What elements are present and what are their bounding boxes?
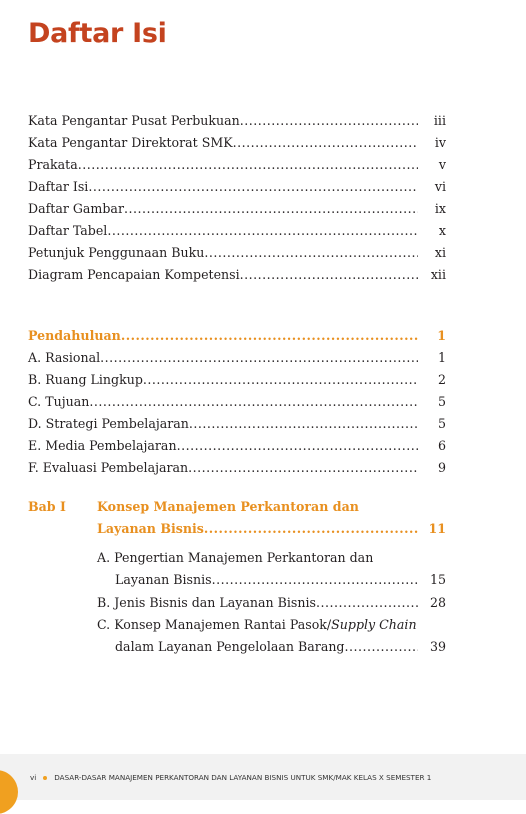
leader-dots [143,371,418,389]
leader-dots [240,112,418,130]
toc-entry-label: Petunjuk Penggunaan Buku [28,245,205,260]
leader-dots [189,415,418,433]
leader-dots [124,200,418,218]
toc-entry-label: Layanan Bisnis [115,572,212,587]
footer-text-line [30,773,431,782]
toc-entry-page: 2 [437,372,446,387]
toc-entry-label: C. Tujuan [28,394,90,409]
leader-dots [107,222,418,240]
toc-entry-label: B. Ruang Lingkup [28,372,143,387]
toc-entry-page: 5 [437,394,446,409]
toc-entry-label: Kata Pengantar Direktorat SMK [28,135,233,150]
toc-entry-label: Daftar Tabel [28,223,108,238]
toc-entry[interactable] [28,200,446,218]
toc-entry-page: 1 [437,350,446,365]
toc-entry-label: Daftar Isi [28,179,89,194]
leader-dots [233,134,418,152]
footer-bullet-icon [43,776,47,780]
toc-entry[interactable] [28,156,446,174]
leader-dots [88,178,418,196]
toc-entry-label: C. Konsep Manajemen Rantai Pasok/ [97,617,332,632]
leader-dots [212,571,418,589]
toc-entry-label: Kata Pengantar Pusat Perbukuan [28,113,240,128]
toc-entry[interactable] [28,437,446,455]
chapter-title-line1[interactable]: Konsep Manajemen Perkantoran dan [97,499,359,514]
toc-entry-page: ix [434,201,446,216]
toc-entry-page: 1 [437,328,446,343]
leader-dots [188,459,418,477]
toc-entry-page: xi [434,245,446,260]
toc-entry[interactable] [28,393,446,411]
toc-entry-page: 6 [437,438,446,453]
toc-entry-page: 28 [429,595,446,610]
toc-entry[interactable] [28,178,446,196]
chapter-title-line2[interactable] [97,520,446,538]
toc-entry-page: v [438,157,446,172]
toc-entry-label: Pendahuluan [28,328,121,343]
toc-entry-label: F. Evaluasi Pembelajaran [28,460,189,475]
leader-dots [240,266,418,284]
leader-dots [89,393,418,411]
toc-entry-label: D. Strategi Pembelajaran [28,416,189,431]
toc-entry-page: iii [433,113,446,128]
toc-entry[interactable] [28,371,446,389]
toc-entry-page: 11 [428,521,446,536]
toc-entry-page: vi [434,179,446,194]
leader-dots [204,520,418,538]
toc-entry-label: A. Rasional [28,350,101,365]
toc-entry-page: 5 [437,416,446,431]
toc-entry[interactable] [28,134,446,152]
leader-dots [316,594,418,612]
toc-entry[interactable] [28,415,446,433]
toc-entry-label: Diagram Pencapaian Kompetensi [28,267,240,282]
toc-entry[interactable] [115,571,446,589]
leader-dots [100,349,418,367]
leader-dots [345,638,419,656]
toc-entry-page: 15 [429,572,446,587]
toc-entry-page: 39 [429,639,446,654]
toc-entry[interactable] [28,266,446,284]
chapter-number: Bab I [28,499,66,514]
toc-section-heading[interactable] [28,327,446,345]
toc-entry-label: E. Media Pembelajaran [28,438,177,453]
toc-entry-page: 9 [437,460,446,475]
page-title: Daftar Isi [28,18,167,49]
toc-entry-line1[interactable]: A. Pengertian Manajemen Perkantoran dan [97,550,374,565]
page-footer [0,754,526,800]
toc-entry-label: Daftar Gambar [28,201,124,216]
toc-entry[interactable] [28,244,446,262]
footer-book-title: DASAR-DASAR MANAJEMEN PERKANTORAN DAN LAYANAN BISNIS UNTUK SMK/MAK KELAS X SEMESTER 1 [54,773,432,782]
toc-entry[interactable] [28,112,446,130]
toc-entry[interactable] [28,349,446,367]
footer-page-number: vi [30,773,37,782]
leader-dots [204,244,418,262]
toc-entry-line1[interactable] [97,616,417,634]
toc-entry-label: Layanan Bisnis [97,521,204,536]
leader-dots [78,156,418,174]
toc-entry-label: B. Jenis Bisnis dan Layanan Bisnis [97,595,316,610]
toc-entry-page: iv [434,135,446,150]
footer-corner-decoration [0,770,18,814]
toc-entry[interactable] [115,638,446,656]
toc-entry[interactable] [28,459,446,477]
toc-entry-label: dalam Layanan Pengelolaan Barang [115,639,345,654]
toc-entry-label-italic: Supply Chain [331,617,417,632]
leader-dots [177,437,418,455]
leader-dots [121,327,418,345]
toc-entry-page: xii [430,267,446,282]
toc-entry[interactable] [28,222,446,240]
toc-entry[interactable] [97,594,446,612]
toc-entry-label: Prakata [28,157,78,172]
toc-entry-page: x [438,223,446,238]
